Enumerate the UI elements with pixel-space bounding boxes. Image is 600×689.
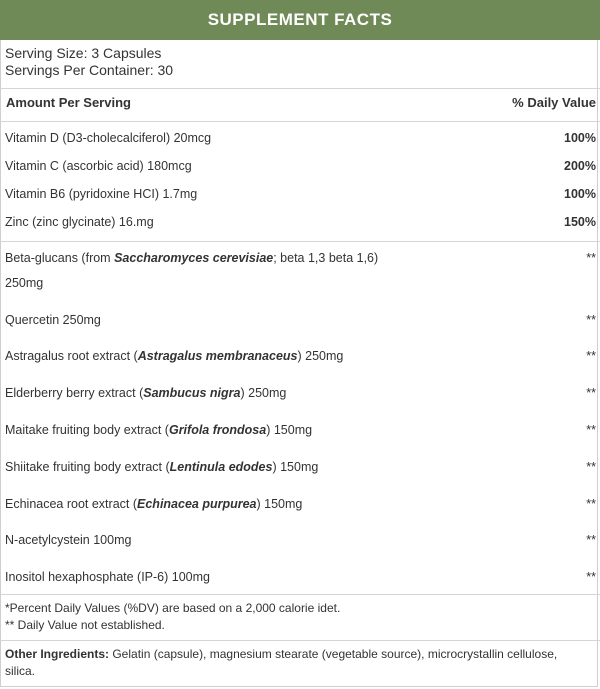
- divider: [0, 241, 600, 242]
- ingredient-amount: 250mg: [5, 276, 44, 290]
- daily-value: **: [586, 460, 596, 474]
- divider: [0, 594, 600, 595]
- daily-value: **: [586, 386, 596, 400]
- species-name: Sambucus nigra: [143, 386, 241, 400]
- daily-value: **: [586, 349, 596, 363]
- other-ingredients-label: Other Ingredients:: [5, 647, 110, 661]
- nutrient-row: [0, 131, 600, 149]
- nutrient-row: [0, 159, 600, 177]
- ingredient-name: Inositol hexaphosphate (IP-6) 100mg: [5, 570, 210, 584]
- nutrient-row: [0, 187, 600, 205]
- daily-value: 100%: [564, 131, 596, 145]
- species-name: Astragalus membranaceus: [137, 349, 298, 363]
- daily-value-heading: % Daily Value: [512, 95, 596, 110]
- divider: [0, 640, 600, 641]
- not-established-footnote: ** Daily Value not established.: [5, 618, 165, 632]
- ingredient-name: Echinacea root extract (Echinacea purpurea) 150mg: [5, 497, 303, 511]
- ingredient-name: Astragalus root extract (Astragalus membranaceus) 250mg: [5, 349, 344, 363]
- species-name: Echinacea purpurea: [137, 497, 257, 511]
- footnotes: [5, 600, 340, 634]
- species-name: Lentinula edodes: [169, 460, 273, 474]
- ingredient-row: [0, 533, 600, 551]
- ingredient-row: [0, 497, 600, 515]
- daily-value: **: [586, 533, 596, 547]
- serving-info: [5, 45, 173, 79]
- ingredient-row: [0, 349, 600, 367]
- other-ingredients: [5, 646, 590, 680]
- daily-value: **: [586, 251, 596, 265]
- daily-value-footnote: *Percent Daily Values (%DV) are based on a 2,000 calorie idet.: [5, 601, 341, 615]
- other-ingredients-text: Gelatin (capsule), magnesium stearate (vegetable source), microcrystallin cellulose, silica.: [5, 647, 558, 678]
- ingredient-name: Beta-glucans (from Saccharomyces cerevisiae; beta 1,3 beta 1,6): [5, 251, 379, 265]
- daily-value: 200%: [564, 159, 596, 173]
- nutrient-name: Vitamin C (ascorbic acid) 180mcg: [5, 159, 192, 173]
- daily-value: **: [586, 423, 596, 437]
- serving-size: Serving Size: 3 Capsules: [5, 45, 162, 61]
- ingredient-name: N-acetylcystein 100mg: [5, 533, 132, 547]
- ingredient-name: Elderberry berry extract (Sambucus nigra) 250mg: [5, 386, 287, 400]
- servings-per-container: Servings Per Container: 30: [5, 62, 174, 78]
- divider: [0, 88, 600, 89]
- nutrient-name: Vitamin D (D3-cholecalciferol) 20mcg: [5, 131, 212, 145]
- nutrient-name: Vitamin B6 (pyridoxine HCI) 1.7mg: [5, 187, 198, 201]
- daily-value: **: [586, 570, 596, 584]
- ingredient-row: [0, 460, 600, 478]
- ingredient-row: [0, 313, 600, 331]
- daily-value: 100%: [564, 187, 596, 201]
- ingredient-row: [0, 570, 600, 588]
- ingredient-row: [0, 423, 600, 441]
- ingredient-name: Maitake fruiting body extract (Grifola frondosa) 150mg: [5, 423, 313, 437]
- daily-value: **: [586, 313, 596, 327]
- ingredient-name: Shiitake fruiting body extract (Lentinula edodes) 150mg: [5, 460, 319, 474]
- nutrient-row: [0, 215, 600, 233]
- ingredient-name: Quercetin 250mg: [5, 313, 101, 327]
- species-name: Grifola frondosa: [168, 423, 267, 437]
- divider: [0, 121, 600, 122]
- panel-title: SUPPLEMENT FACTS: [0, 0, 600, 40]
- amount-per-serving-heading: Amount Per Serving: [6, 95, 131, 110]
- species-name: Saccharomyces cerevisiae: [114, 251, 274, 265]
- ingredient-row: [0, 251, 600, 269]
- daily-value: 150%: [564, 215, 596, 229]
- ingredient-row: [0, 386, 600, 404]
- nutrient-name: Zinc (zinc glycinate) 16.mg: [5, 215, 154, 229]
- daily-value: **: [586, 497, 596, 511]
